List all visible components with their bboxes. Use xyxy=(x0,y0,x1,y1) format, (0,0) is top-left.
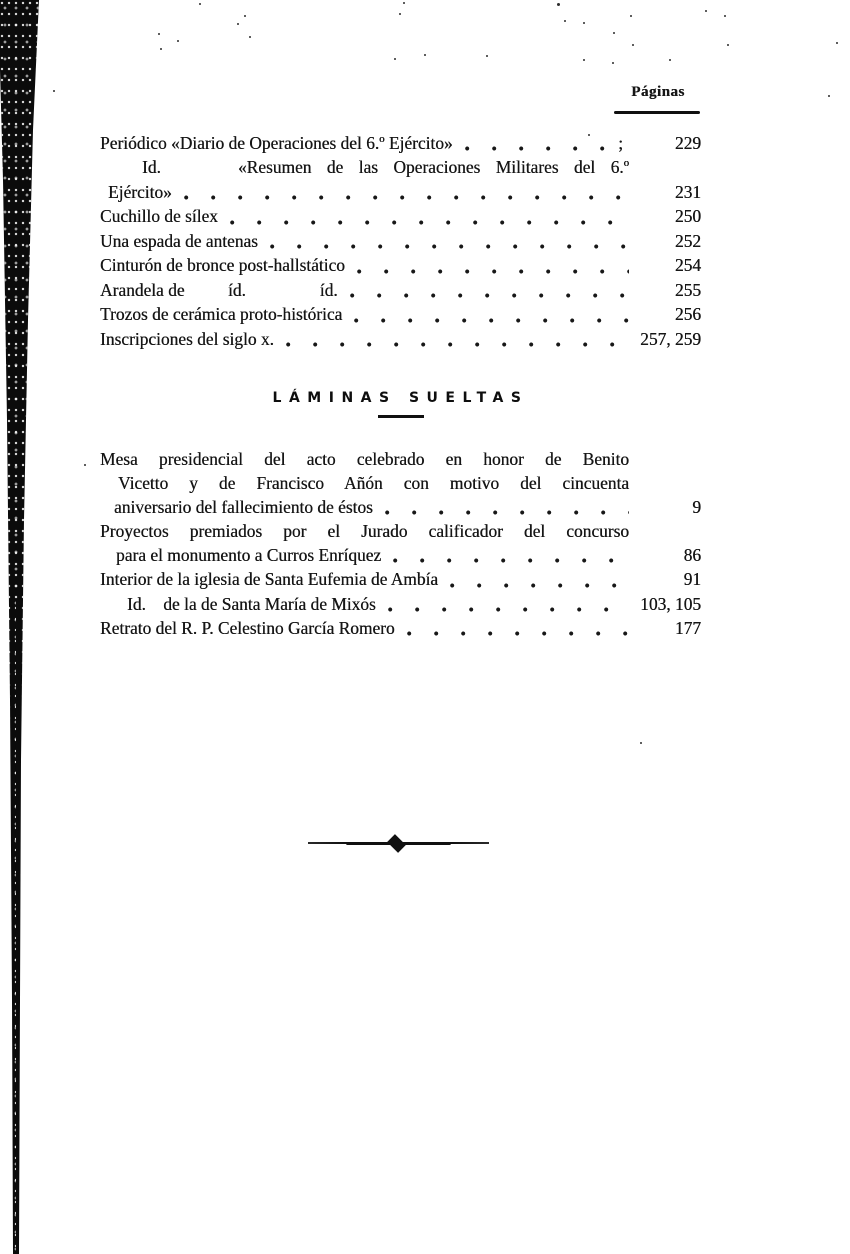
scan-speckle xyxy=(630,15,632,17)
dot-leader xyxy=(393,558,629,563)
toc-entry-row xyxy=(100,204,701,228)
dot-leader xyxy=(407,631,629,636)
leader-tail-mark: ; xyxy=(618,133,623,153)
page-number: 254 xyxy=(674,255,701,276)
toc-entry-text: Mesa presidencial del acto celebrado en honor de Benito xyxy=(100,449,629,469)
toc-entry-text: Ejército» xyxy=(108,181,172,202)
scan-speckle xyxy=(199,3,201,5)
toc-entry-text: Id. de la de Santa María de Mixós xyxy=(127,593,376,614)
dot-leader xyxy=(388,607,629,612)
scan-speckle xyxy=(53,90,55,92)
scan-speckle xyxy=(828,95,830,97)
scan-speckle xyxy=(632,44,634,46)
scan-speckle xyxy=(612,62,614,64)
toc-entry-text: Interior de la iglesia de Santa Eufemia de Ambía xyxy=(100,569,439,590)
dot-leader xyxy=(184,195,629,200)
dot-leader xyxy=(450,583,629,588)
scan-speckle xyxy=(583,22,585,24)
toc-entry-text: Cuchillo de sílex xyxy=(100,206,218,227)
toc-entry-text: Proyectos premiados por el Jurado calificador del concurso xyxy=(100,521,629,542)
scan-speckle xyxy=(399,13,401,15)
header-underline xyxy=(614,111,700,114)
toc-entry-row xyxy=(100,253,701,277)
toc-entry-text: Periódico «Diario de Operaciones del 6.º Ejército» xyxy=(100,133,453,153)
dot-leader xyxy=(465,146,613,151)
dot-leader xyxy=(270,244,629,249)
toc-list-top xyxy=(100,131,701,351)
dot-leader xyxy=(385,510,629,515)
scan-speckle xyxy=(724,15,726,17)
scan-speckle xyxy=(613,32,615,34)
page-number: 252 xyxy=(674,230,701,251)
page-number: 86 xyxy=(683,545,701,566)
toc-entry-text: Arandela de íd. íd. xyxy=(100,279,338,300)
scan-speckle xyxy=(564,20,566,22)
section-title: LÁMINAS SUELTAS xyxy=(272,390,529,406)
scan-speckle xyxy=(394,58,396,60)
scan-speckle xyxy=(583,59,585,61)
toc-entry-row xyxy=(100,155,701,179)
scan-speckle xyxy=(84,464,86,466)
paginas-label: Páginas xyxy=(631,84,685,100)
toc-entry-text: Cinturón de bronce post-hallstático xyxy=(100,255,345,276)
scan-speckle xyxy=(557,3,560,6)
ornament-diamond xyxy=(387,834,406,853)
scan-gutter-shadow xyxy=(0,0,46,1254)
toc-entry-row xyxy=(100,616,701,640)
dot-leader xyxy=(350,293,629,298)
scan-speckle xyxy=(160,48,162,50)
toc-entry-row xyxy=(100,447,701,471)
end-ornament xyxy=(308,836,489,852)
page-number: 256 xyxy=(674,304,701,325)
dot-leader xyxy=(286,342,629,347)
scan-speckle xyxy=(158,33,160,35)
toc-list-laminas xyxy=(100,447,701,640)
scan-speckle xyxy=(669,59,671,61)
scan-speckle xyxy=(727,44,729,46)
dot-leader xyxy=(357,269,629,274)
toc-entry-row xyxy=(100,131,701,155)
dot-leader xyxy=(354,318,629,323)
toc-entry-row xyxy=(100,495,701,519)
toc-entry-row xyxy=(100,229,701,253)
scan-speckle xyxy=(177,40,179,42)
toc-entry-text: Vicetto y de Francisco Añón con motivo del cincuenta xyxy=(118,473,629,494)
dot-leader xyxy=(230,220,629,225)
page-number: 255 xyxy=(674,279,701,300)
toc-entry-row xyxy=(100,471,701,495)
scan-speckle xyxy=(244,15,246,17)
toc-entry-text: Retrato del R. P. Celestino García Romero xyxy=(100,617,395,638)
section-heading xyxy=(100,389,701,418)
page-number: 229 xyxy=(674,133,701,153)
toc-entry-row xyxy=(100,327,701,351)
scan-speckle xyxy=(640,742,642,744)
toc-entry-text: Trozos de cerámica proto-histórica xyxy=(100,304,343,325)
toc-entry-row xyxy=(100,592,701,616)
gutter-dark-band xyxy=(0,0,46,1254)
toc-entry-row xyxy=(100,180,701,204)
scan-speckle xyxy=(705,10,707,12)
page-number: 257, 259 xyxy=(640,328,701,349)
toc-entry-row xyxy=(100,519,701,543)
gutter-edge-line xyxy=(16,600,19,1254)
page-number: 9 xyxy=(692,497,701,518)
scan-speckle xyxy=(486,55,488,57)
toc-entry-text: para el monumento a Curros Enríquez xyxy=(116,545,382,566)
scan-speckle xyxy=(403,2,405,4)
page-number: 250 xyxy=(674,206,701,227)
scan-speckle xyxy=(237,23,239,25)
toc-entry-row xyxy=(100,567,701,591)
page-number: 231 xyxy=(674,181,701,202)
toc-entry-row xyxy=(100,278,701,302)
scan-speckle xyxy=(836,42,838,44)
scan-speckle xyxy=(249,36,251,38)
toc-entry-row xyxy=(100,543,701,567)
scan-speckle xyxy=(424,54,426,56)
column-header-paginas xyxy=(612,83,704,101)
toc-entry-row xyxy=(100,302,701,326)
toc-entry-text: Id. «Resumen de las Operaciones Militares del 6.º xyxy=(142,157,629,178)
toc-entry-text: aniversario del fallecimiento de éstos xyxy=(114,497,373,518)
page-number: 103, 105 xyxy=(640,593,701,614)
toc-entry-text: Inscripciones del siglo x. xyxy=(100,328,274,349)
section-underline xyxy=(378,415,424,418)
page-number: 177 xyxy=(674,617,701,638)
toc-entry-text: Una espada de antenas xyxy=(100,230,258,251)
page-number: 91 xyxy=(683,569,701,590)
